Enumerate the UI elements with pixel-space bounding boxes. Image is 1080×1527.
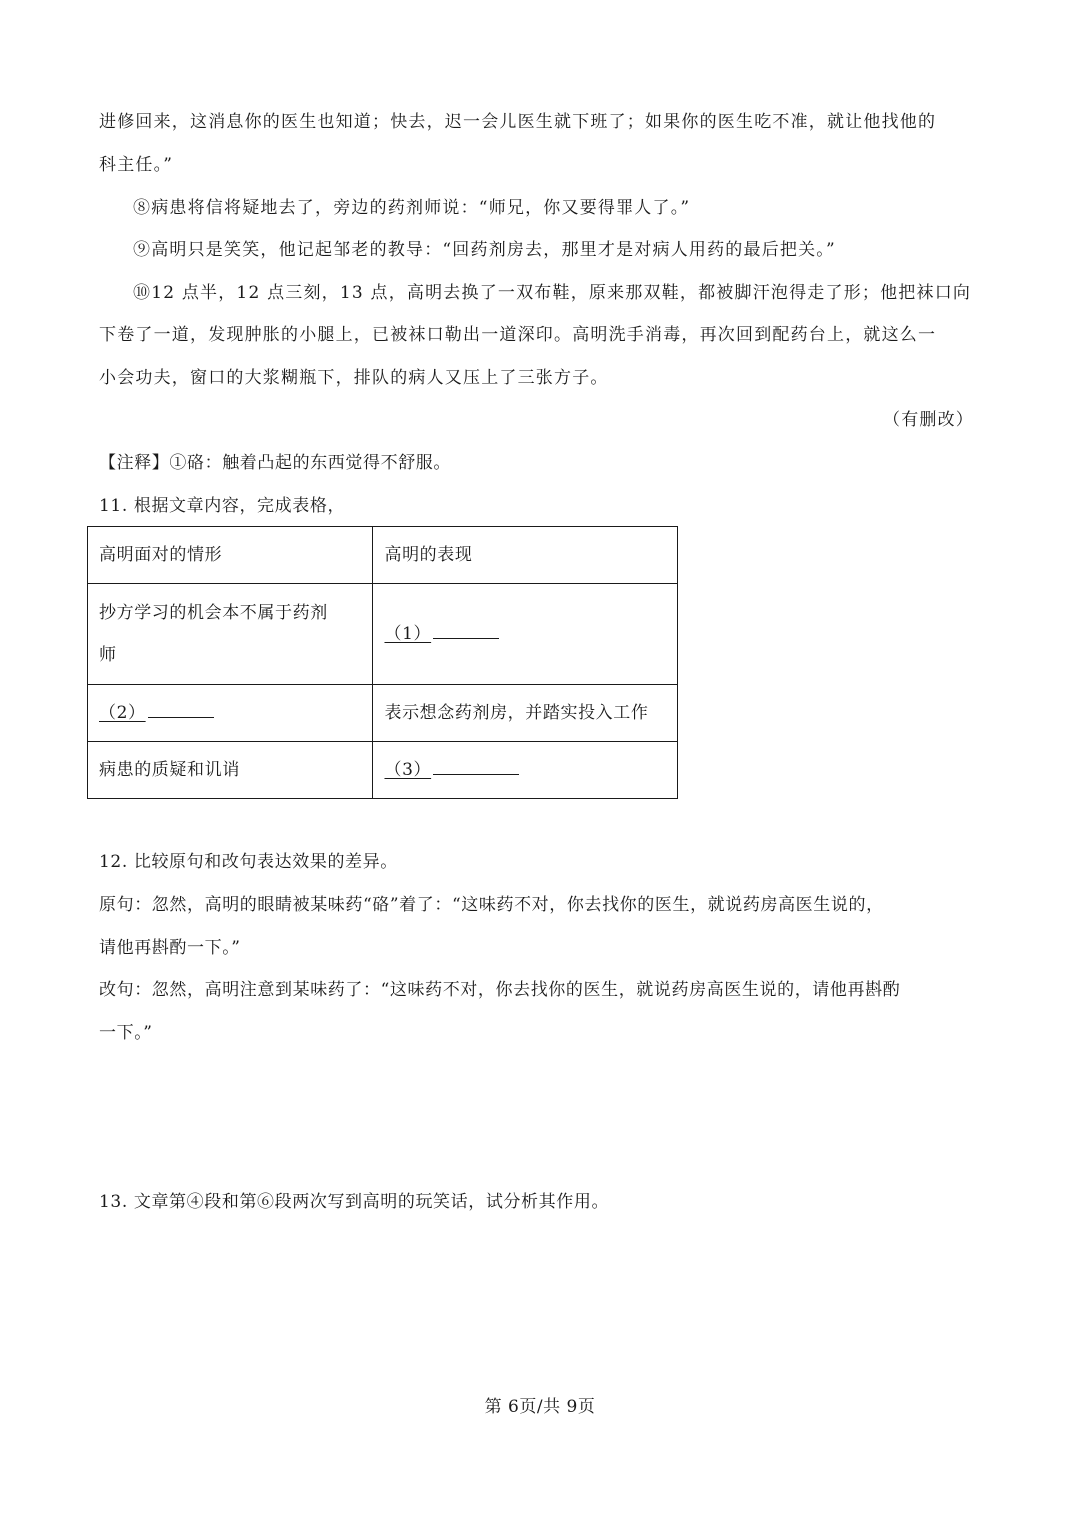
- paragraph-8: ⑧病患将信将疑地去了，旁边的药剂师说：“师兄，你又要得罪人了。”: [133, 198, 691, 218]
- table-header-row: [88, 527, 678, 584]
- paragraph-10-line-1: ⑩12 点半，12 点三刻，13 点，高明去换了一双布鞋，原来那双鞋，都被脚汗泡得走了形；他把袜口向: [133, 283, 972, 303]
- question-13-prompt: 13. 文章第④段和第⑥段两次写到高明的玩笑话，试分析其作用。: [99, 1192, 610, 1212]
- row1-situation-line-2: 师: [99, 645, 117, 665]
- table-row: [88, 584, 678, 685]
- revised-sentence-line-2: 一下。”: [99, 1023, 153, 1043]
- annotation: 【注释】①硌：触着凸起的东西觉得不舒服。: [99, 453, 451, 473]
- row2-performance: 表示想念药剂房，并踏实投入工作: [373, 685, 678, 742]
- page-number: 第 6页/共 9页: [484, 1397, 596, 1417]
- header-performance: 高明的表现: [373, 527, 678, 584]
- blank-2-label: （2）: [99, 703, 146, 723]
- passage-line-1: 进修回来，这消息你的医生也知道；快去，迟一会儿医生就下班了；如果你的医生吃不准，就让他找他的: [99, 112, 937, 132]
- table-row: [88, 685, 678, 742]
- row3-answer-blank[interactable]: [373, 742, 678, 799]
- row1-answer-blank[interactable]: [373, 584, 678, 685]
- original-sentence-line-2: 请他再斟酌一下。”: [99, 938, 241, 958]
- q11-table: [87, 526, 678, 799]
- question-11-prompt: 11. 根据文章内容，完成表格，: [99, 496, 346, 516]
- row1-situation: [88, 584, 373, 685]
- blank-1-label: （1）: [384, 624, 432, 644]
- question-12-prompt: 12. 比较原句和改句表达效果的差异。: [99, 852, 398, 872]
- source-note: （有删改）: [883, 410, 974, 430]
- blank-3-line: [433, 755, 519, 775]
- paragraph-10-line-2: 下卷了一道，发现肿胀的小腿上，已被袜口勒出一道深印。高明洗手消毒，再次回到配药台上，就这么一: [99, 325, 937, 345]
- blank-3-label: （3）: [384, 760, 432, 780]
- row1-situation-line-1: 抄方学习的机会本不属于药剂: [99, 603, 328, 623]
- blank-1: [384, 613, 499, 655]
- row2-answer-blank[interactable]: [88, 685, 373, 742]
- paragraph-9: ⑨高明只是笑笑，他记起邹老的教导：“回药剂房去，那里才是对病人用药的最后把关。”: [133, 240, 836, 260]
- revised-sentence-line-1: 改句：忽然，高明注意到某味药了：“这味药不对，你去找你的医生，就说药房高医生说的，请他再斟酌: [99, 980, 901, 1000]
- passage-line-2: 科主任。”: [99, 155, 174, 175]
- blank-2: [99, 692, 214, 734]
- row3-situation: 病患的质疑和讥诮: [88, 742, 373, 799]
- blank-1-line: [433, 619, 499, 639]
- table-row: [88, 742, 678, 799]
- blank-3: [384, 749, 519, 791]
- original-sentence-line-1: 原句：忽然，高明的眼睛被某味药“硌”着了：“这味药不对，你去找你的医生，就说药房高医生说的，: [99, 895, 884, 915]
- blank-2-line: [148, 698, 214, 718]
- paragraph-10-line-3: 小会功夫，窗口的大浆糊瓶下，排队的病人又压上了三张方子。: [99, 368, 609, 388]
- header-situation: 高明面对的情形: [88, 527, 373, 584]
